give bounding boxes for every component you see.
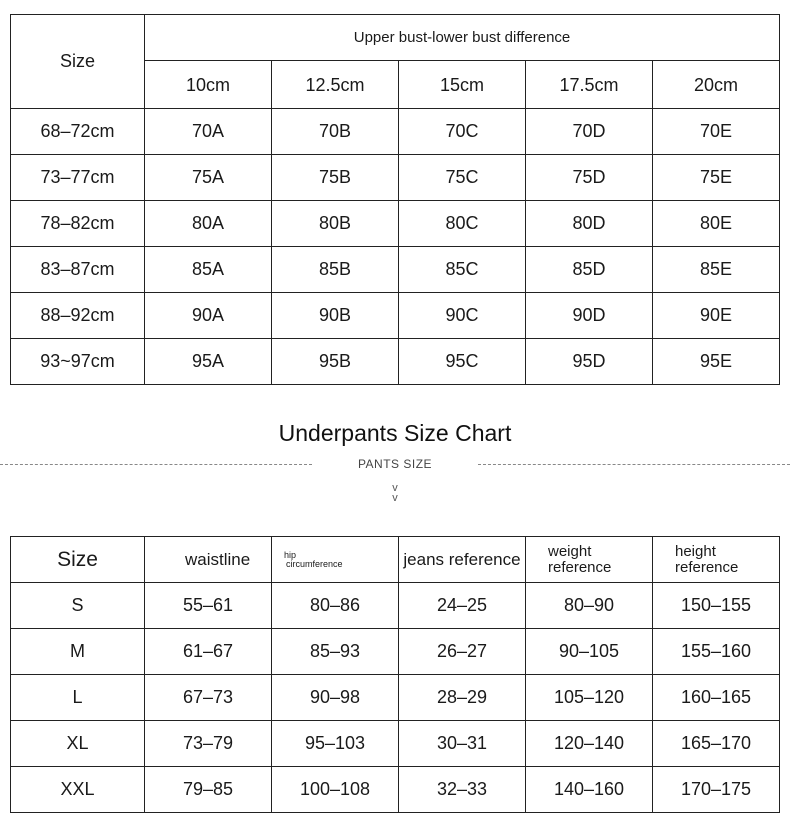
hip-header-line2: circumference <box>286 558 343 569</box>
cup-cell: 95C <box>399 339 526 385</box>
table-row <box>11 583 780 629</box>
pants-size-cell: L <box>11 675 145 721</box>
weight-cell: 140–160 <box>526 767 653 813</box>
jeans-cell: 30–31 <box>399 721 526 767</box>
cup-cell: 80C <box>399 201 526 247</box>
cup-cell: 85D <box>526 247 653 293</box>
waistline-cell: 61–67 <box>145 629 272 675</box>
bra-size-cell: 73–77cm <box>11 155 145 201</box>
hip-header <box>272 537 399 583</box>
cup-cell: 75E <box>653 155 780 201</box>
bra-size-header: Size <box>11 15 145 109</box>
cup-cell: 70E <box>653 109 780 155</box>
cup-cell: 85A <box>145 247 272 293</box>
height-cell: 150–155 <box>653 583 780 629</box>
bra-size-cell: 83–87cm <box>11 247 145 293</box>
cup-cell: 80B <box>272 201 399 247</box>
height-header-line2: reference <box>675 558 739 576</box>
jeans-header: jeans reference <box>399 537 526 583</box>
height-header-line1: height <box>675 542 716 560</box>
height-cell: 155–160 <box>653 629 780 675</box>
jeans-cell: 24–25 <box>399 583 526 629</box>
cup-cell: 80A <box>145 201 272 247</box>
table-row <box>11 155 780 201</box>
hip-cell: 90–98 <box>272 675 399 721</box>
table-row <box>11 293 780 339</box>
jeans-cell: 28–29 <box>399 675 526 721</box>
cup-cell: 90A <box>145 293 272 339</box>
cup-cell: 70C <box>399 109 526 155</box>
difference-header: 10cm <box>145 61 272 109</box>
table-row <box>11 247 780 293</box>
cup-cell: 90D <box>526 293 653 339</box>
bra-size-cell: 68–72cm <box>11 109 145 155</box>
cup-cell: 85E <box>653 247 780 293</box>
difference-header: 15cm <box>399 61 526 109</box>
weight-cell: 120–140 <box>526 721 653 767</box>
weight-header-line2: reference <box>548 558 612 576</box>
cup-cell: 95A <box>145 339 272 385</box>
bra-size-cell: 93~97cm <box>11 339 145 385</box>
hip-cell: 95–103 <box>272 721 399 767</box>
cup-cell: 75B <box>272 155 399 201</box>
bra-size-cell: 78–82cm <box>11 201 145 247</box>
cup-cell: 90E <box>653 293 780 339</box>
cup-cell: 75A <box>145 155 272 201</box>
pants-size-cell: XL <box>11 721 145 767</box>
weight-header-line1: weight <box>548 542 592 560</box>
weight-header <box>526 537 653 583</box>
cup-cell: 75C <box>399 155 526 201</box>
pants-size-header: Size <box>11 537 145 583</box>
cup-cell: 90B <box>272 293 399 339</box>
difference-header: 12.5cm <box>272 61 399 109</box>
jeans-cell: 32–33 <box>399 767 526 813</box>
weight-cell: 90–105 <box>526 629 653 675</box>
table-row <box>11 767 780 813</box>
bust-difference-header: Upper bust-lower bust difference <box>145 15 780 61</box>
waistline-cell: 55–61 <box>145 583 272 629</box>
table-row <box>11 721 780 767</box>
height-cell: 160–165 <box>653 675 780 721</box>
cup-cell: 70B <box>272 109 399 155</box>
weight-cell: 80–90 <box>526 583 653 629</box>
pants-size-cell: M <box>11 629 145 675</box>
cup-cell: 85B <box>272 247 399 293</box>
bra-size-table <box>10 14 780 385</box>
height-cell: 165–170 <box>653 721 780 767</box>
waistline-header: waistline <box>145 537 272 583</box>
difference-header: 17.5cm <box>526 61 653 109</box>
table-row <box>11 201 780 247</box>
table-row <box>11 339 780 385</box>
cup-cell: 75D <box>526 155 653 201</box>
pants-size-cell: S <box>11 583 145 629</box>
hip-cell: 80–86 <box>272 583 399 629</box>
weight-cell: 105–120 <box>526 675 653 721</box>
hip-header-line1: hip <box>284 549 297 560</box>
table-row <box>11 629 780 675</box>
bra-size-cell: 88–92cm <box>11 293 145 339</box>
cup-cell: 95E <box>653 339 780 385</box>
table-row <box>11 109 780 155</box>
difference-header: 20cm <box>653 61 780 109</box>
cup-cell: 95D <box>526 339 653 385</box>
waistline-cell: 79–85 <box>145 767 272 813</box>
pants-size-table <box>10 536 780 813</box>
cup-cell: 70A <box>145 109 272 155</box>
hip-cell: 85–93 <box>272 629 399 675</box>
cup-cell: 80D <box>526 201 653 247</box>
pants-size-cell: XXL <box>11 767 145 813</box>
waistline-cell: 67–73 <box>145 675 272 721</box>
jeans-cell: 26–27 <box>399 629 526 675</box>
chevron-down-icon: v v <box>392 482 398 504</box>
cup-cell: 80E <box>653 201 780 247</box>
waistline-cell: 73–79 <box>145 721 272 767</box>
height-header <box>653 537 780 583</box>
hip-cell: 100–108 <box>272 767 399 813</box>
pants-section-title: Underpants Size Chart <box>278 420 512 446</box>
cup-cell: 85C <box>399 247 526 293</box>
height-cell: 170–175 <box>653 767 780 813</box>
table-row <box>11 675 780 721</box>
cup-cell: 95B <box>272 339 399 385</box>
cup-cell: 70D <box>526 109 653 155</box>
cup-cell: 90C <box>399 293 526 339</box>
pants-section-subtitle: PANTS SIZE <box>357 457 433 471</box>
